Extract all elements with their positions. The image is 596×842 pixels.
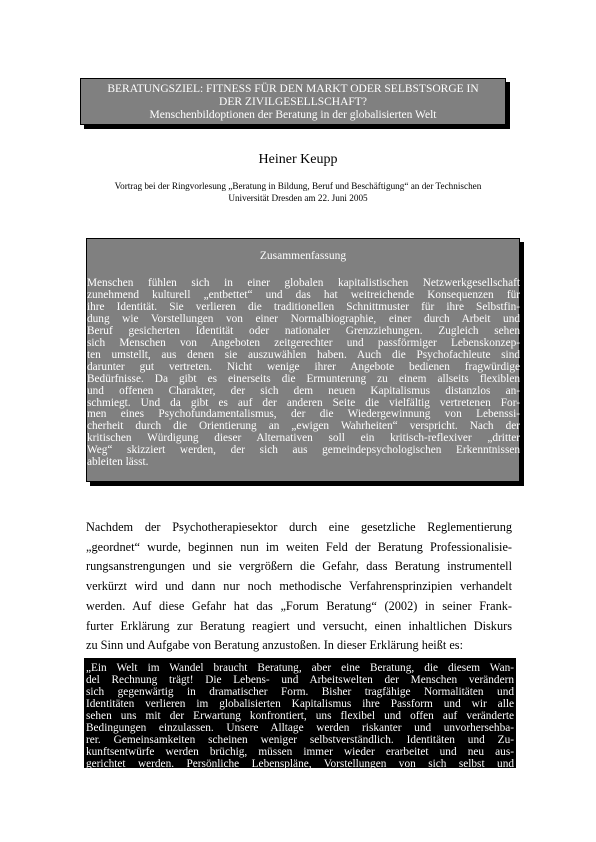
title-line-1: BERATUNGSZIEL: FITNESS FÜR DEN MARKT ODER SELBSTSORGE IN [107, 83, 479, 95]
quote-box [84, 658, 516, 768]
summary-line: men eines Psychofundamentalismus, der die Wiedergewinnung von Lebenssi- [87, 408, 520, 421]
summary-line: und offenen Charakter, der sich dem neuen Kapitalismus distanzlos an- [87, 384, 520, 397]
quote-line: kunftsentwürfe werden brüchig, müssen immer wieder erarbeitet und neu aus- [86, 746, 514, 758]
body-line: Nachdem der Psychotherapiesektor durch eine gesetzliche Reglementierung [86, 520, 512, 534]
quote-line: sehen uns mit der Erwartung konfrontiert, uns flexibel und offen auf veränderte [86, 710, 514, 722]
summary-line: cherheit durch die Orientierung an „ewigen Wahrheiten“ verspricht. Nach der [87, 420, 520, 433]
quote-line: rer. Gemeinsamkeiten scheinen weniger selbstverständlich. Identitäten und Zu- [86, 734, 514, 746]
quote-line: del Rechnung trägt! Die Lebens- und Arbeitswelten der Menschen verändern [86, 674, 514, 686]
summary-line: kritischen Würdigung dieser Alternativen soll ein kritisch-reflexiver „dritter [87, 432, 520, 445]
summary-line: ihre Identität. Sie verlieren die traditionellen Schnittmuster für ihre Selbstfin- [87, 300, 520, 313]
body-line: „geordnet“ wurde, beginnen nun im weiten Feld der Beratung Professionalisie- [86, 539, 512, 554]
body-line: verkürzt wird und dann nur noch methodische Verfahrensprinzipien verhandelt [86, 579, 512, 594]
summary-line: Beruf gesicherten Identität oder nationaler Grenzziehungen. Zugleich sehen [87, 324, 520, 337]
quote-line: sich gegenwärtig in dramatischer Form. Bisher tragfähige Normalitäten und [86, 686, 514, 698]
summary-line: dung wie Vorstellungen von einer Normalbiographie, einer durch Arbeit und [87, 312, 520, 325]
talk-line-2: Universität Dresden am 22. Juni 2005 [228, 193, 368, 203]
subtitle: Menschenbildoptionen der Beratung in der globalisierten Welt [149, 109, 437, 121]
title-line-2: DER ZIVILGESELLSCHAFT? [219, 96, 367, 108]
talk-info [80, 180, 516, 204]
title-box [80, 78, 506, 125]
talk-line-1: Vortrag bei der Ringvorlesung „Beratung in Bildung, Beruf und Beschäftigung“ an der Technischen [114, 181, 482, 191]
summary-box [86, 238, 520, 482]
body-line: rungsanstrengungen und sie vergrößern die Gefahr, dass Beratung instrumentell [86, 559, 512, 574]
summary-line: zunehmend kulturell „entbettet“ und das hat weitreichende Konsequenzen für [87, 288, 520, 301]
summary-line: ableiten lässt. [87, 456, 149, 469]
body-line: werden. Auf diese Gefahr hat das „Forum Beratung“ (2002) in seiner Frank- [86, 598, 512, 613]
summary-heading: Zusammenfassung [259, 250, 347, 262]
summary-line: ten umstellt, aus denen sie auszuwählen haben. Auch die Psychofachleute sind [87, 348, 520, 361]
body-line: furter Erklärung zur Beratung reagiert und versucht, einen inhaltlichen Diskurs [86, 618, 512, 633]
summary-line: schmiegt. Und da gibt es auf der anderen Seite die vielfältig vertretenen For- [87, 396, 520, 409]
summary-line: Weg“ skizziert werden, der sich aus gemeindepsychologischen Erkenntnissen [87, 444, 520, 457]
summary-line: sich Menschen von Angeboten zeitgerechter und passförmiger Lebenskonzep- [87, 336, 520, 349]
summary-line: Menschen fühlen sich in einer globalen kapitalistischen Netzwerkgesellschaft [87, 277, 520, 289]
summary-line: darunter gut vertreten. Nicht wenige ihrer Angebote bedienen fragwürdige [87, 360, 520, 373]
quote-line: gerichtet werden. Persönliche Lebenspläne, Vorstellungen von sich selbst und [86, 758, 514, 770]
quote-line: Bedingungen einzulassen. Unsere Alltage werden riskanter und unvorhersehba- [86, 722, 514, 734]
quote-line: Identitäten verlieren im globalisierten Kapitalismus ihre Passform und wir alle [86, 698, 514, 710]
author-name: Heiner Keupp [258, 152, 338, 167]
summary-line: Bedürfnisse. Da gibt es einerseits die Ermunterung zu einem allseits flexiblen [87, 372, 520, 385]
body-paragraph [86, 518, 512, 656]
body-line: zu Sinn und Aufgabe von Beratung anzustoßen. In dieser Erklärung heißt es: [86, 638, 464, 653]
summary-text [87, 278, 520, 469]
quote-line: „Ein Welt im Wandel braucht Beratung, aber eine Beratung, die diesem Wan- [86, 662, 514, 674]
